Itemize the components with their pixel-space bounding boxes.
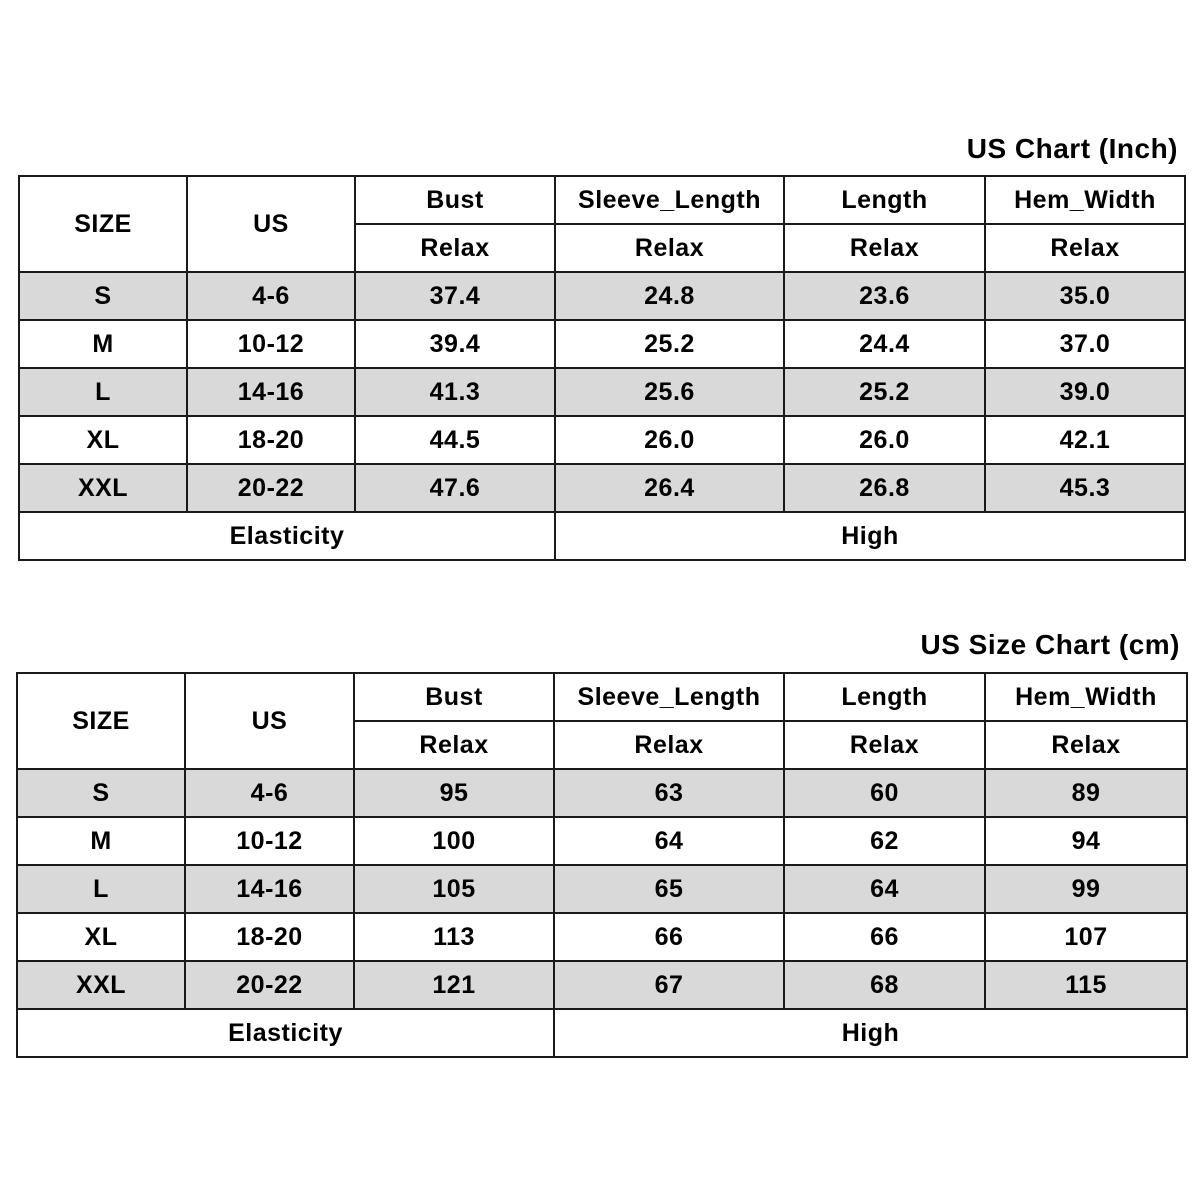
table-row bbox=[19, 464, 1185, 512]
cell-length: 64 bbox=[784, 865, 985, 913]
cell-hem-width: 94 bbox=[985, 817, 1187, 865]
cell-sleeve-length: 25.2 bbox=[555, 320, 784, 368]
cell-sleeve-length: 63 bbox=[554, 769, 784, 817]
cell-hem-width: 99 bbox=[985, 865, 1187, 913]
header-row bbox=[19, 176, 1185, 224]
subheader-fit: Relax bbox=[784, 224, 985, 272]
header-us: US bbox=[187, 176, 355, 272]
header-length: Length bbox=[784, 673, 985, 721]
subheader-fit: Relax bbox=[555, 224, 784, 272]
subheader-fit: Relax bbox=[354, 721, 554, 769]
cell-us: 10-12 bbox=[185, 817, 354, 865]
cell-us: 20-22 bbox=[185, 961, 354, 1009]
cell-bust: 113 bbox=[354, 913, 554, 961]
header-sleeve-length: Sleeve_Length bbox=[555, 176, 784, 224]
header-length: Length bbox=[784, 176, 985, 224]
header-us: US bbox=[185, 673, 354, 769]
cell-us: 20-22 bbox=[187, 464, 355, 512]
table-row bbox=[17, 769, 1187, 817]
header-bust: Bust bbox=[354, 673, 554, 721]
table-row bbox=[19, 272, 1185, 320]
table-row bbox=[17, 817, 1187, 865]
cell-hem-width: 107 bbox=[985, 913, 1187, 961]
cell-sleeve-length: 64 bbox=[554, 817, 784, 865]
cell-length: 60 bbox=[784, 769, 985, 817]
cell-length: 66 bbox=[784, 913, 985, 961]
chart-title-inch: US Chart (Inch) bbox=[966, 133, 1178, 164]
cell-size: XL bbox=[19, 416, 187, 464]
header-bust: Bust bbox=[355, 176, 555, 224]
header-size: SIZE bbox=[17, 673, 185, 769]
cell-sleeve-length: 26.4 bbox=[555, 464, 784, 512]
cell-us: 14-16 bbox=[185, 865, 354, 913]
header-hem-width: Hem_Width bbox=[985, 176, 1185, 224]
cell-bust: 39.4 bbox=[355, 320, 555, 368]
cell-size: S bbox=[19, 272, 187, 320]
cell-size: XXL bbox=[19, 464, 187, 512]
cell-bust: 121 bbox=[354, 961, 554, 1009]
size-table-inch bbox=[18, 175, 1186, 561]
table-row bbox=[17, 865, 1187, 913]
elasticity-value: High bbox=[555, 512, 1185, 560]
table-row bbox=[19, 368, 1185, 416]
cell-hem-width: 115 bbox=[985, 961, 1187, 1009]
cell-sleeve-length: 65 bbox=[554, 865, 784, 913]
cell-hem-width: 37.0 bbox=[985, 320, 1185, 368]
chart-title-cm: US Size Chart (cm) bbox=[920, 629, 1180, 660]
cell-size: L bbox=[19, 368, 187, 416]
size-table-cm bbox=[16, 672, 1188, 1058]
elasticity-value: High bbox=[554, 1009, 1187, 1057]
cell-sleeve-length: 66 bbox=[554, 913, 784, 961]
cell-size: L bbox=[17, 865, 185, 913]
cell-us: 4-6 bbox=[187, 272, 355, 320]
cell-size: M bbox=[19, 320, 187, 368]
subheader-fit: Relax bbox=[985, 224, 1185, 272]
subheader-fit: Relax bbox=[985, 721, 1187, 769]
cell-hem-width: 35.0 bbox=[985, 272, 1185, 320]
cell-hem-width: 39.0 bbox=[985, 368, 1185, 416]
cell-sleeve-length: 67 bbox=[554, 961, 784, 1009]
cell-sleeve-length: 24.8 bbox=[555, 272, 784, 320]
cell-size: XXL bbox=[17, 961, 185, 1009]
cell-bust: 47.6 bbox=[355, 464, 555, 512]
cell-bust: 44.5 bbox=[355, 416, 555, 464]
header-row bbox=[17, 673, 1187, 721]
table-row bbox=[19, 320, 1185, 368]
header-sleeve-length: Sleeve_Length bbox=[554, 673, 784, 721]
cell-bust: 95 bbox=[354, 769, 554, 817]
cell-length: 24.4 bbox=[784, 320, 985, 368]
cell-us: 10-12 bbox=[187, 320, 355, 368]
cell-hem-width: 42.1 bbox=[985, 416, 1185, 464]
cell-size: S bbox=[17, 769, 185, 817]
cell-sleeve-length: 25.6 bbox=[555, 368, 784, 416]
cell-us: 18-20 bbox=[187, 416, 355, 464]
footer-row bbox=[17, 1009, 1187, 1057]
cell-us: 18-20 bbox=[185, 913, 354, 961]
cell-hem-width: 45.3 bbox=[985, 464, 1185, 512]
footer-row bbox=[19, 512, 1185, 560]
cell-sleeve-length: 26.0 bbox=[555, 416, 784, 464]
cell-us: 14-16 bbox=[187, 368, 355, 416]
cell-bust: 105 bbox=[354, 865, 554, 913]
cell-length: 23.6 bbox=[784, 272, 985, 320]
subheader-fit: Relax bbox=[554, 721, 784, 769]
cell-length: 68 bbox=[784, 961, 985, 1009]
cell-hem-width: 89 bbox=[985, 769, 1187, 817]
table-row bbox=[17, 961, 1187, 1009]
subheader-fit: Relax bbox=[784, 721, 985, 769]
table-row bbox=[19, 416, 1185, 464]
elasticity-label: Elasticity bbox=[17, 1009, 554, 1057]
elasticity-label: Elasticity bbox=[19, 512, 555, 560]
cell-us: 4-6 bbox=[185, 769, 354, 817]
cell-bust: 37.4 bbox=[355, 272, 555, 320]
cell-length: 26.0 bbox=[784, 416, 985, 464]
cell-size: XL bbox=[17, 913, 185, 961]
cell-bust: 100 bbox=[354, 817, 554, 865]
cell-length: 62 bbox=[784, 817, 985, 865]
header-size: SIZE bbox=[19, 176, 187, 272]
header-hem-width: Hem_Width bbox=[985, 673, 1187, 721]
subheader-fit: Relax bbox=[355, 224, 555, 272]
cell-size: M bbox=[17, 817, 185, 865]
cell-length: 26.8 bbox=[784, 464, 985, 512]
table-row bbox=[17, 913, 1187, 961]
cell-length: 25.2 bbox=[784, 368, 985, 416]
cell-bust: 41.3 bbox=[355, 368, 555, 416]
